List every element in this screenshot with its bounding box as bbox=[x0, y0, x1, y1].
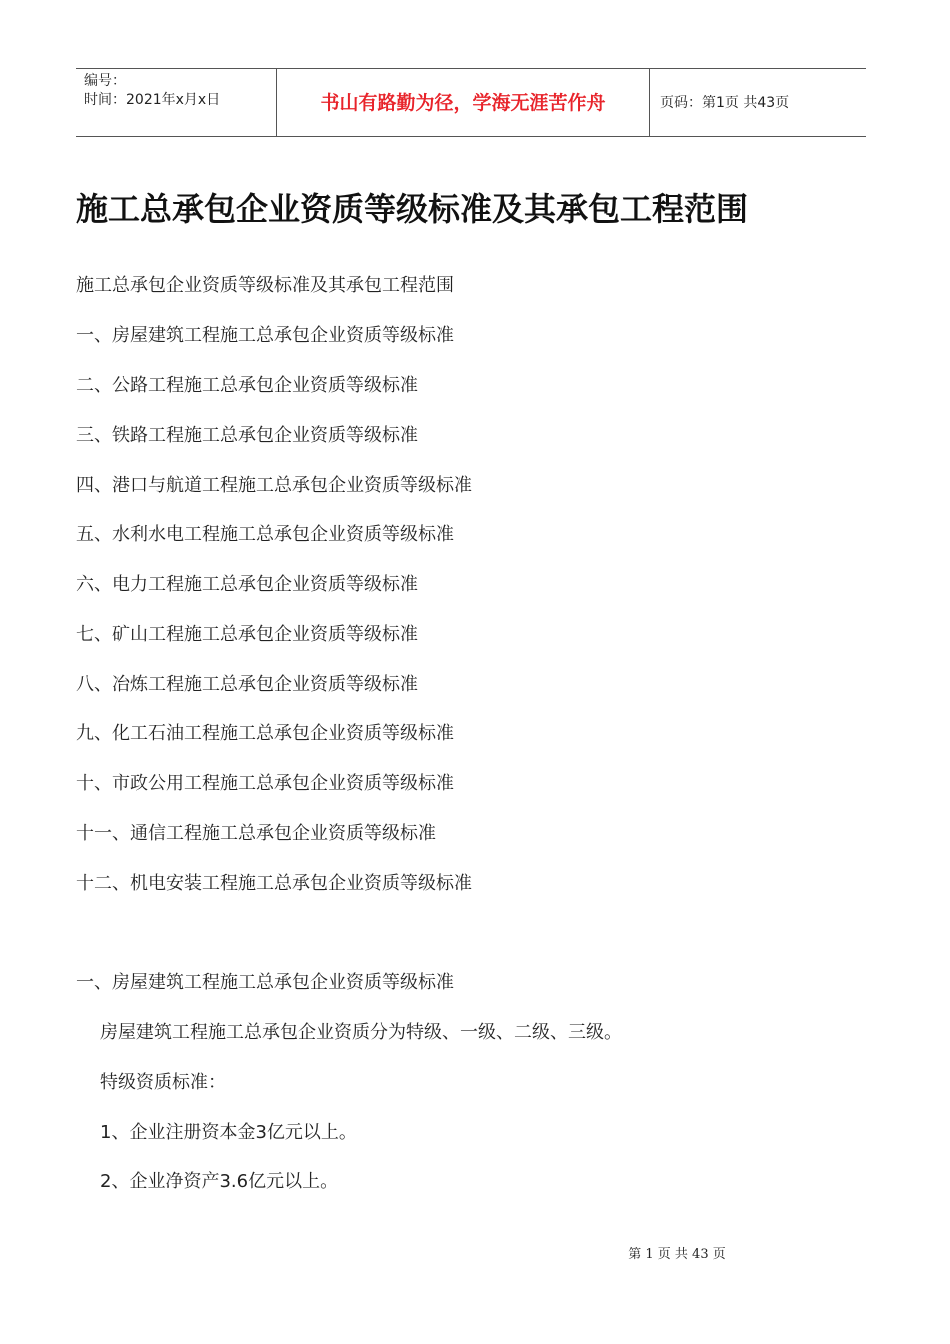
header-pager-cell bbox=[650, 69, 866, 136]
header-page-number: 页码：第1页 共43页 bbox=[660, 95, 790, 111]
toc-item: 十一、通信工程施工总承包企业资质等级标准 bbox=[76, 823, 436, 844]
toc-item: 七、矿山工程施工总承包企业资质等级标准 bbox=[76, 624, 418, 645]
page-footer: 第 1 页 共 43 页 bbox=[628, 1247, 726, 1262]
header-motto-cell bbox=[277, 69, 650, 136]
toc-item: 八、冶炼工程施工总承包企业资质等级标准 bbox=[76, 674, 418, 695]
toc-item: 六、电力工程施工总承包企业资质等级标准 bbox=[76, 574, 418, 595]
toc-item: 施工总承包企业资质等级标准及其承包工程范围 bbox=[76, 275, 454, 296]
body-paragraph: 房屋建筑工程施工总承包企业资质分为特级、一级、二级、三级。 bbox=[100, 1022, 622, 1043]
document-title: 施工总承包企业资质等级标准及其承包工程范围 bbox=[76, 190, 749, 228]
header-meta-cell bbox=[76, 69, 277, 136]
body-paragraph: 特级资质标准： bbox=[100, 1072, 226, 1093]
body-paragraph: 2、企业净资产3.6亿元以上。 bbox=[100, 1171, 339, 1192]
body-paragraph: 1、企业注册资本金3亿元以上。 bbox=[100, 1122, 357, 1143]
header-motto: 书山有路勤为径，学海无涯苦作舟 bbox=[320, 92, 606, 114]
toc-item: 二、公路工程施工总承包企业资质等级标准 bbox=[76, 375, 418, 396]
toc-item: 五、水利水电工程施工总承包企业资质等级标准 bbox=[76, 524, 454, 545]
toc-item: 三、铁路工程施工总承包企业资质等级标准 bbox=[76, 425, 418, 446]
toc-item: 九、化工石油工程施工总承包企业资质等级标准 bbox=[76, 723, 454, 744]
page-header bbox=[76, 68, 866, 137]
toc-item: 十、市政公用工程施工总承包企业资质等级标准 bbox=[76, 773, 454, 794]
toc-item: 十二、机电安装工程施工总承包企业资质等级标准 bbox=[76, 873, 472, 894]
toc-item: 四、港口与航道工程施工总承包企业资质等级标准 bbox=[76, 475, 472, 496]
document-date-label: 时间：2021年x月x日 bbox=[84, 92, 221, 108]
document-number-label: 编号： bbox=[84, 73, 126, 89]
toc-item: 一、房屋建筑工程施工总承包企业资质等级标准 bbox=[76, 325, 454, 346]
section-heading: 一、房屋建筑工程施工总承包企业资质等级标准 bbox=[76, 972, 454, 993]
